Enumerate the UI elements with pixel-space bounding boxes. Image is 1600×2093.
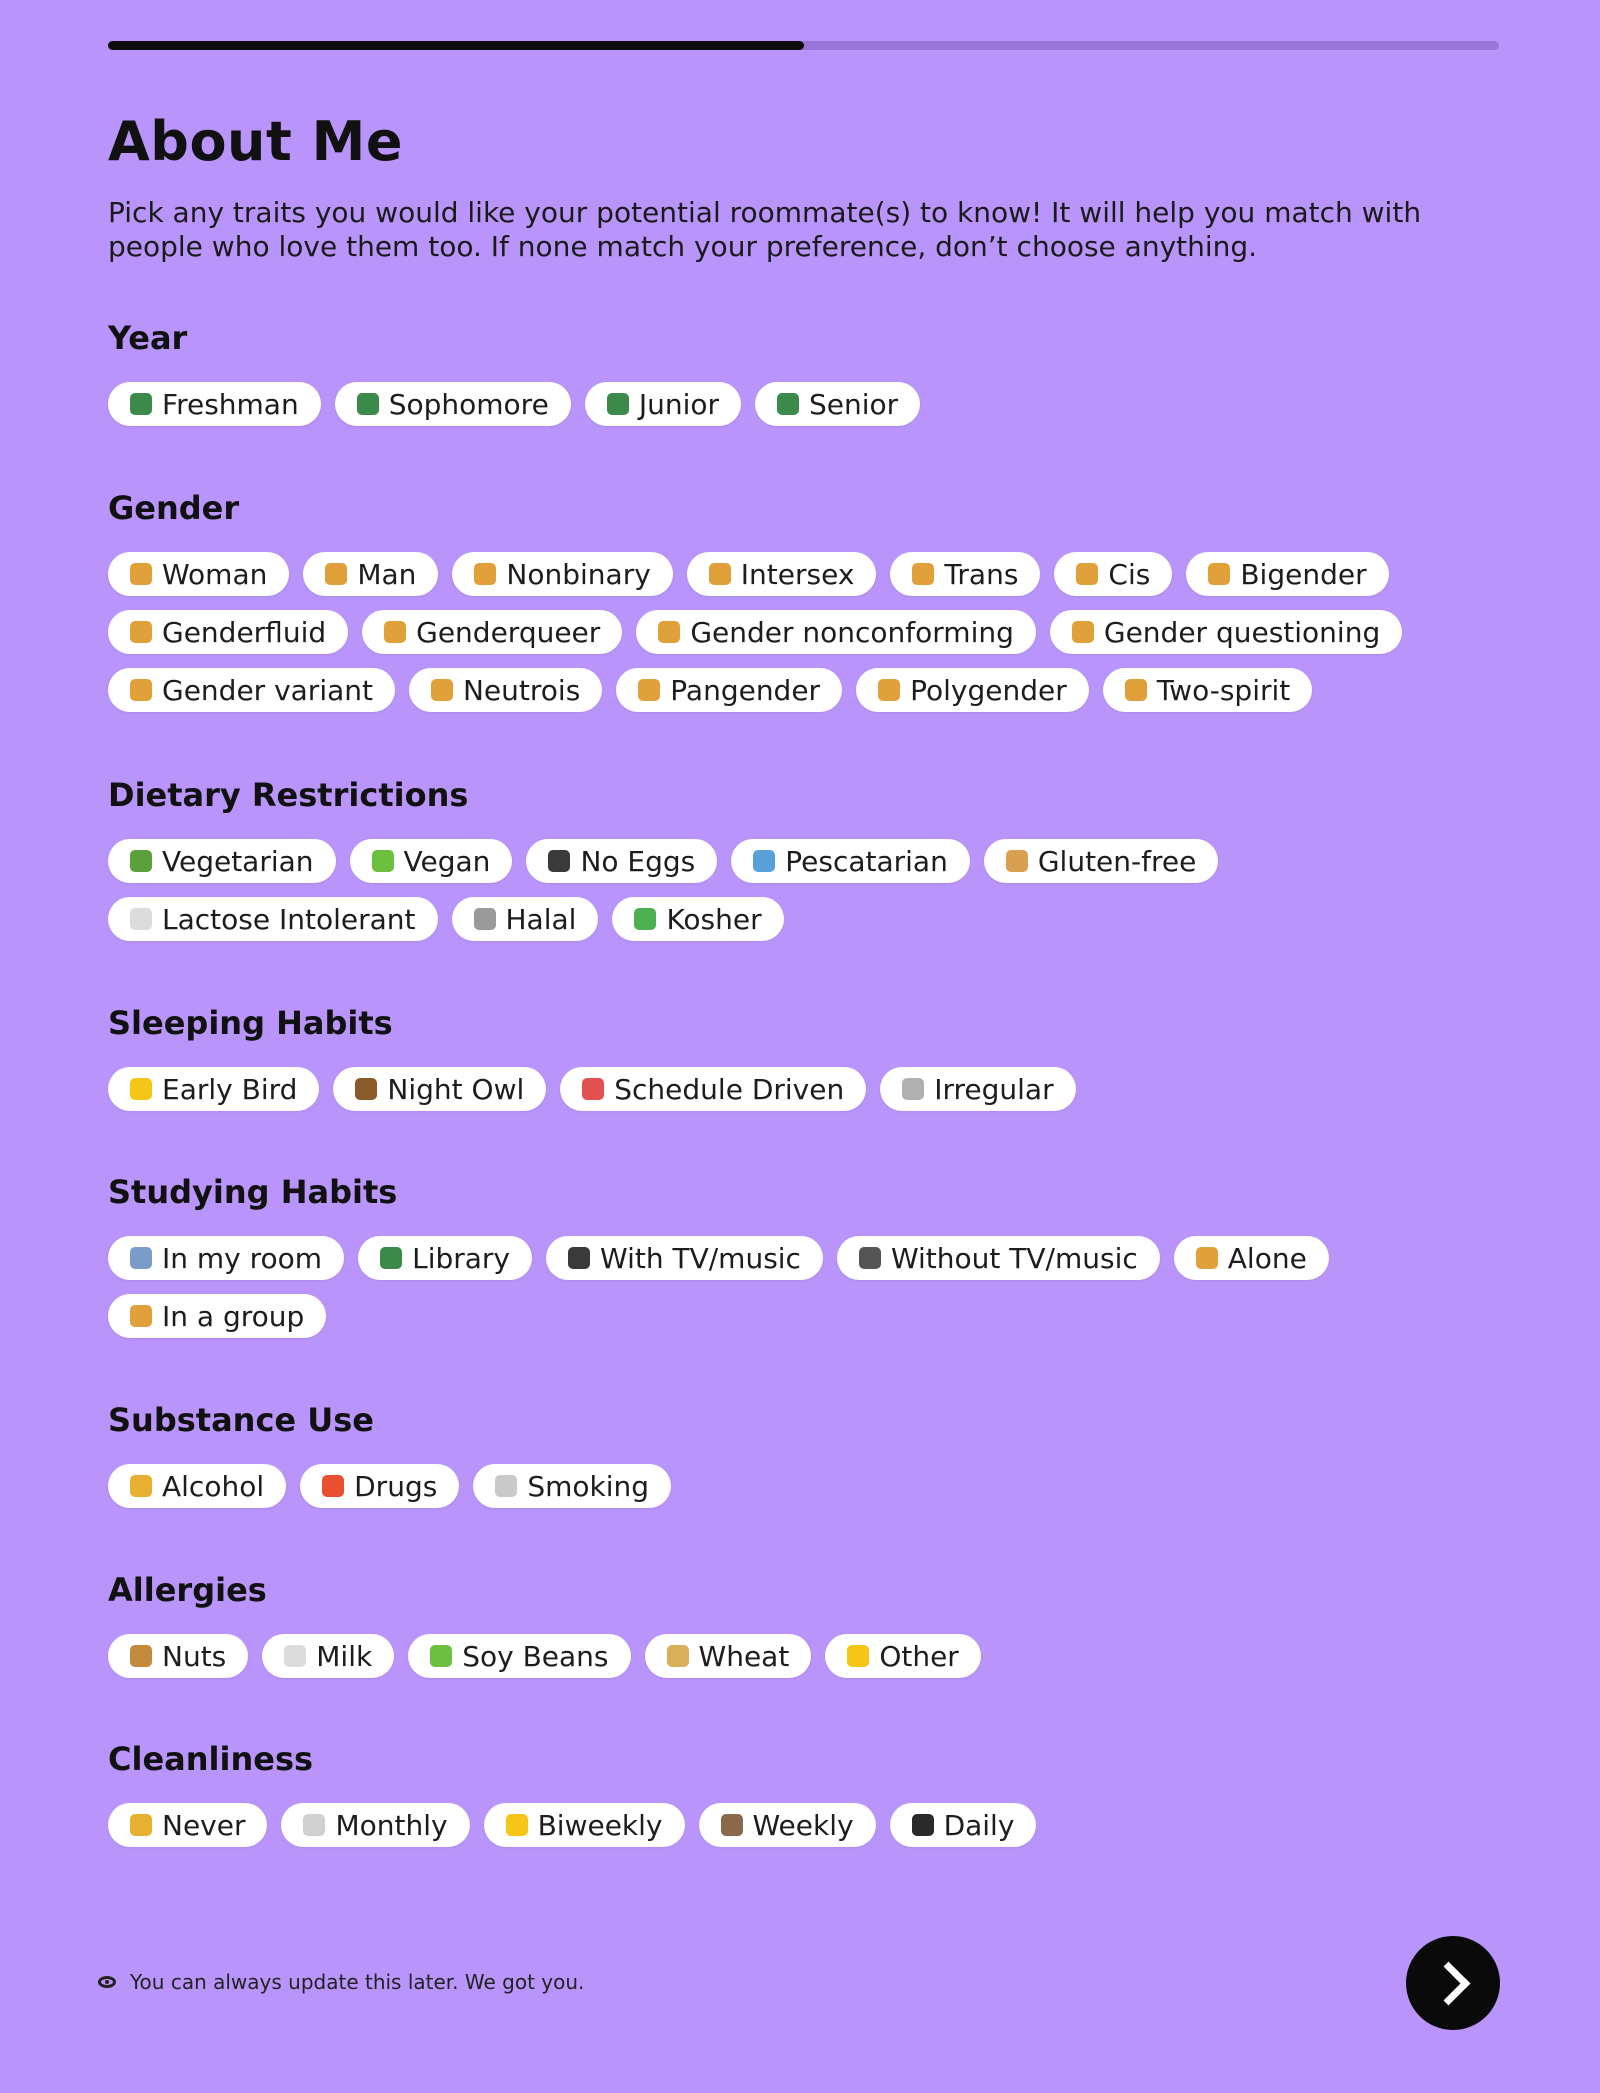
chip-label: In my room <box>162 1241 323 1275</box>
people-icon <box>325 563 347 585</box>
people-icon <box>130 563 152 585</box>
trait-chip-neutrois[interactable] <box>409 668 602 712</box>
progress-bar <box>108 41 1499 50</box>
page-title: About Me <box>108 110 403 173</box>
trait-chip-kosher[interactable] <box>612 897 783 941</box>
next-button[interactable] <box>1406 1936 1500 2030</box>
people-icon <box>1125 679 1147 701</box>
sneezing-face-icon <box>847 1645 869 1667</box>
chip-label: Nonbinary <box>506 557 651 591</box>
trait-chip-gender-questioning[interactable] <box>1050 610 1402 654</box>
muted-speaker-icon <box>859 1247 881 1269</box>
trait-chip-biweekly[interactable] <box>484 1803 685 1847</box>
chip-label: Early Bird <box>162 1072 298 1106</box>
books-icon <box>607 393 629 415</box>
chip-label: Monthly <box>335 1808 448 1842</box>
trait-chip-intersex[interactable] <box>687 552 877 596</box>
chip-label: Schedule Driven <box>614 1072 845 1106</box>
people-icon <box>878 679 900 701</box>
chip-label: Junior <box>638 387 719 421</box>
calendar-icon <box>582 1078 604 1100</box>
people-icon <box>384 621 406 643</box>
chip-label: Pangender <box>670 673 821 707</box>
trait-chip-daily[interactable] <box>890 1803 1037 1847</box>
chip-label: Vegetarian <box>162 844 314 878</box>
chip-label: Smoking <box>527 1469 650 1503</box>
trait-chip-early-bird[interactable] <box>108 1067 319 1111</box>
chip-label: Sophomore <box>388 387 549 421</box>
chip-group <box>108 1236 1508 1338</box>
chip-label: Alcohol <box>162 1469 265 1503</box>
chip-label: Night Owl <box>387 1072 525 1106</box>
chip-group <box>108 839 1508 941</box>
chick-icon <box>130 1078 152 1100</box>
trait-chip-bigender[interactable] <box>1186 552 1388 596</box>
owl-icon <box>355 1078 377 1100</box>
section-studying-habits <box>108 1172 1508 1338</box>
eye-icon <box>98 1976 116 1988</box>
peanut-icon <box>130 1645 152 1667</box>
chip-label: Gluten-free <box>1037 844 1197 878</box>
section-dietary-restrictions <box>108 775 1508 941</box>
intro-text: Pick any traits you would like your potential roommate(s) to know! It will help you match with people who love them too. If none match your preference, don’t choose anything. <box>108 196 1422 263</box>
books-icon <box>357 393 379 415</box>
section-title: Dietary Restrictions <box>108 776 469 814</box>
trait-chip-genderfluid[interactable] <box>108 610 348 654</box>
chip-label: Irregular <box>934 1072 1054 1106</box>
chip-label: With TV/music <box>600 1241 801 1275</box>
chip-label: Freshman <box>162 387 299 421</box>
chip-label: Without TV/music <box>890 1241 1138 1275</box>
chip-label: Senior <box>808 387 899 421</box>
trait-chip-gender-variant[interactable] <box>108 668 395 712</box>
watch-icon <box>912 1814 934 1836</box>
trait-chip-alcohol[interactable] <box>108 1464 286 1508</box>
people-icon <box>474 563 496 585</box>
section-title: Allergies <box>108 1571 267 1609</box>
trait-chip-trans[interactable] <box>890 552 1040 596</box>
trait-chip-lactose-intolerant[interactable] <box>108 897 438 941</box>
trait-chip-with-tv-music[interactable] <box>546 1236 823 1280</box>
section-gender <box>108 488 1508 712</box>
section-title: Cleanliness <box>108 1740 314 1778</box>
seedling-icon <box>430 1645 452 1667</box>
footer-note-text: You can always update this later. We got you. <box>130 1970 585 1994</box>
chip-label: Cis <box>1108 557 1151 591</box>
chip-label: Trans <box>944 557 1019 591</box>
tv-icon <box>568 1247 590 1269</box>
chip-label: Gender nonconforming <box>690 615 1014 649</box>
trait-chip-wheat[interactable] <box>645 1634 812 1678</box>
trait-chip-polygender[interactable] <box>856 668 1089 712</box>
trait-chip-drugs[interactable] <box>300 1464 459 1508</box>
chip-label: Genderqueer <box>416 615 601 649</box>
chip-label: Man <box>357 557 417 591</box>
chip-label: Biweekly <box>537 1808 663 1842</box>
trait-chip-senior[interactable] <box>755 382 920 426</box>
chip-group <box>108 552 1508 712</box>
broom-icon <box>130 1814 152 1836</box>
chip-label: Woman <box>162 557 268 591</box>
fish-icon <box>753 850 775 872</box>
section-year <box>108 318 1508 426</box>
trait-chip-genderqueer[interactable] <box>362 610 622 654</box>
trait-chip-nonbinary[interactable] <box>452 552 672 596</box>
chip-label: Weekly <box>752 1808 854 1842</box>
people-icon <box>912 563 934 585</box>
trait-chip-pangender[interactable] <box>616 668 842 712</box>
trait-chip-woman[interactable] <box>108 552 289 596</box>
trait-chip-vegan[interactable] <box>350 839 513 883</box>
footer-note <box>98 1970 584 1994</box>
chip-label: Neutrois <box>462 673 581 707</box>
cigarette-icon <box>495 1475 517 1497</box>
chip-label: Genderfluid <box>162 615 327 649</box>
trait-chip-nuts[interactable] <box>108 1634 248 1678</box>
chip-label: Milk <box>316 1639 373 1673</box>
victory-hand-icon <box>506 1814 528 1836</box>
chip-group <box>108 1067 1508 1111</box>
trait-chip-smoking[interactable] <box>473 1464 671 1508</box>
chip-label: No Eggs <box>580 844 696 878</box>
chip-label: Gender questioning <box>1103 615 1381 649</box>
people-icon <box>1076 563 1098 585</box>
chip-group <box>108 1464 1508 1508</box>
section-title: Year <box>108 319 188 357</box>
trait-chip-other[interactable] <box>825 1634 981 1678</box>
group-icon <box>130 1305 152 1327</box>
fork-knife-icon <box>474 908 496 930</box>
chip-label: Kosher <box>666 902 762 936</box>
section-allergies <box>108 1570 1508 1678</box>
bed-icon <box>130 1247 152 1269</box>
chip-label: Other <box>879 1639 959 1673</box>
milk-glass-icon <box>130 908 152 930</box>
people-icon <box>709 563 731 585</box>
hourglass-icon <box>721 1814 743 1836</box>
trait-chip-junior[interactable] <box>585 382 741 426</box>
chip-label: Gender variant <box>162 673 373 707</box>
section-title: Substance Use <box>108 1401 374 1439</box>
people-icon <box>1208 563 1230 585</box>
section-title: Studying Habits <box>108 1173 398 1211</box>
books-icon <box>777 393 799 415</box>
trait-chip-in-a-group[interactable] <box>108 1294 326 1338</box>
books-icon <box>130 393 152 415</box>
chip-label: Lactose Intolerant <box>162 902 416 936</box>
chip-label: Library <box>412 1241 510 1275</box>
trait-chip-soy-beans[interactable] <box>408 1634 630 1678</box>
books-icon <box>380 1247 402 1269</box>
zigzag-icon <box>902 1078 924 1100</box>
trait-chip-monthly[interactable] <box>281 1803 469 1847</box>
trait-chip-in-my-room[interactable] <box>108 1236 344 1280</box>
trait-chip-gluten-free[interactable] <box>984 839 1218 883</box>
pill-icon <box>322 1475 344 1497</box>
herb-icon <box>130 850 152 872</box>
people-icon <box>130 621 152 643</box>
chip-label: Daily <box>943 1808 1015 1842</box>
trait-chip-milk[interactable] <box>262 1634 394 1678</box>
people-icon <box>638 679 660 701</box>
trait-chip-two-spirit[interactable] <box>1103 668 1313 712</box>
trait-chip-night-owl[interactable] <box>333 1067 546 1111</box>
section-cleanliness <box>108 1739 1508 1847</box>
calendar-icon <box>303 1814 325 1836</box>
chip-label: Drugs <box>354 1469 438 1503</box>
chip-group <box>108 1634 1508 1678</box>
leafy-greens-icon <box>634 908 656 930</box>
trait-chip-never[interactable] <box>108 1803 267 1847</box>
section-sleeping-habits <box>108 1003 1508 1111</box>
person-standing-icon <box>1196 1247 1218 1269</box>
chip-label: Soy Beans <box>462 1639 609 1673</box>
chip-label: Two-spirit <box>1156 673 1291 707</box>
trait-chip-without-tv-music[interactable] <box>837 1236 1160 1280</box>
seedling-icon <box>372 850 394 872</box>
trait-chip-alone[interactable] <box>1174 1236 1329 1280</box>
people-icon <box>658 621 680 643</box>
people-icon <box>1072 621 1094 643</box>
chip-group <box>108 1803 1508 1847</box>
trait-chip-schedule-driven[interactable] <box>560 1067 866 1111</box>
trait-chip-halal[interactable] <box>452 897 599 941</box>
chevron-right-icon <box>1426 1961 1470 2005</box>
trait-chip-no-eggs[interactable] <box>526 839 717 883</box>
trait-chip-man[interactable] <box>303 552 438 596</box>
frying-pan-icon <box>548 850 570 872</box>
trait-chip-irregular[interactable] <box>880 1067 1075 1111</box>
trait-chip-sophomore[interactable] <box>335 382 571 426</box>
people-icon <box>130 679 152 701</box>
people-icon <box>431 679 453 701</box>
chip-label: Pescatarian <box>785 844 948 878</box>
bread-icon <box>1006 850 1028 872</box>
chip-label: Polygender <box>910 673 1067 707</box>
milk-glass-icon <box>284 1645 306 1667</box>
progress-bar-fill <box>108 41 804 50</box>
chip-label: Never <box>162 1808 246 1842</box>
chip-label: Halal <box>505 902 577 936</box>
chip-label: In a group <box>162 1299 305 1333</box>
chip-group <box>108 382 1508 426</box>
trait-chip-weekly[interactable] <box>699 1803 876 1847</box>
trait-chip-gender-nonconforming[interactable] <box>636 610 1036 654</box>
trait-chip-freshman[interactable] <box>108 382 321 426</box>
trait-chip-pescatarian[interactable] <box>731 839 970 883</box>
chip-label: Wheat <box>698 1639 790 1673</box>
trait-chip-vegetarian[interactable] <box>108 839 336 883</box>
section-title: Sleeping Habits <box>108 1004 393 1042</box>
chip-label: Alone <box>1227 1241 1307 1275</box>
chip-label: Vegan <box>403 844 491 878</box>
section-title: Gender <box>108 489 240 527</box>
beer-mugs-icon <box>130 1475 152 1497</box>
trait-chip-cis[interactable] <box>1054 552 1172 596</box>
chip-label: Nuts <box>162 1639 227 1673</box>
chip-label: Bigender <box>1240 557 1367 591</box>
section-substance-use <box>108 1400 1508 1508</box>
chip-label: Intersex <box>740 557 855 591</box>
wheat-icon <box>667 1645 689 1667</box>
trait-chip-library[interactable] <box>358 1236 532 1280</box>
